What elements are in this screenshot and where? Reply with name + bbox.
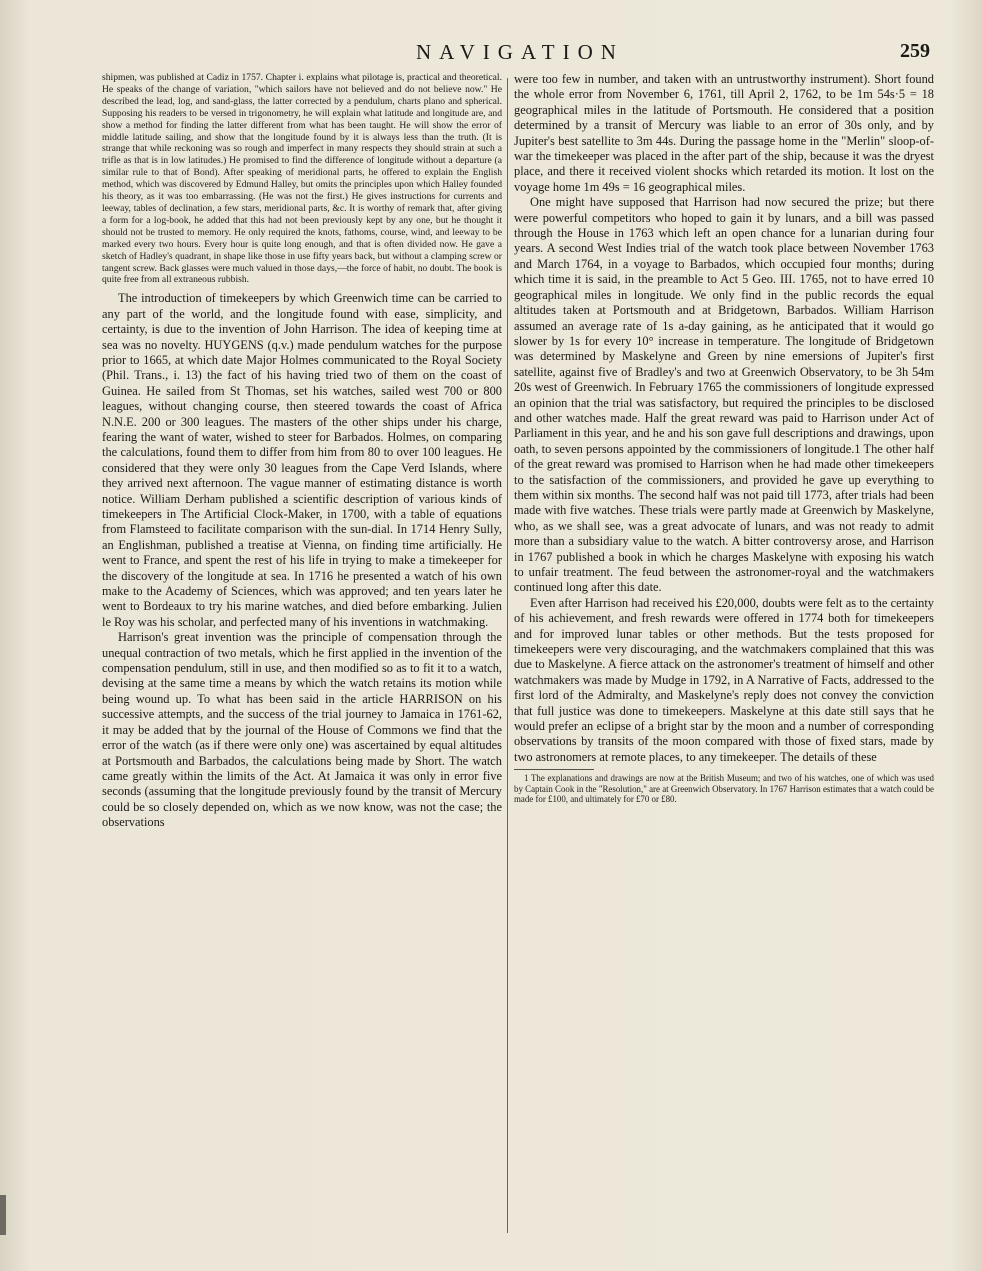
left-column bbox=[102, 72, 502, 831]
binding-edge bbox=[0, 1195, 6, 1235]
small-print-paragraph: shipmen, was published at Cadiz in 1757. Chapter i. explains what pilotage is, practical and theoretical. He speaks of the change of variation, "which sailors have not believed and do not believe now." He described the lead, log, and sand-glass, the latter corrected by a pendulum, charts plano and spherical. Supposing his readers to be versed in trigonometry, he will explain what latitude and longitude are, and show a method for finding the latter different from what has been taught. He will show the error of middle latitude sailing, and show that the longitude found by it is always less than the truth. (It is strange that while reckoning was so rough and imperfect in many respects they should strain at such a trifle as that is in low latitudes.) He promised to find the difference of longitude without a departure (a similar rule to that of Bond). After speaking of meridional parts, he offered to explain the English method, which was discovered by Edmund Halley, but omits the principles upon which Halley founded his theory, as it was too embarrassing. (He was not the first.) He gives instructions for currents and leeway, tables of declination, a few stars, meridional parts, &c. It is worthy of remark that, after giving a form for a log-book, he added that this had not been previously kept by any one, but he thought it should not be trusted to memory. He only required the knots, fathoms, course, wind, and leeway to be marked every two hours. Every hour is quite long enough, and that is often divided now. He gave a sketch of Hadley's quadrant, in shape like those in use fifty years back, but without a clamping screw or tangent screw. Back glasses were much valued in those days,—the force of habit, no doubt. The book is quite free from all extraneous rubbish. bbox=[102, 72, 502, 286]
footnote-rule bbox=[514, 769, 594, 770]
right-column bbox=[514, 72, 934, 805]
body-paragraph-prize: One might have supposed that Harrison had now secured the prize; but there were powerful competitors who hoped to gain it by lunars, and a bill was passed through the House in 1763 which left an open chance for a lunarian during four years. A second West Indies trial of the watch took place between November 1763 and March 1764, in a voyage to Barbados, which occupied four months; during which time it is said, in the preamble to Act 5 Geo. III. 1765, not to have erred 10 geographical miles in longitude. We only find in the public records the equal altitudes taken at Portsmouth and at Bridgetown, Barbados. William Harrison assumed an average rate of 1s a-day gaining, as he anticipated that it would go slower by 1s for every 10° increase in temperature. The longitude of Bridgetown was determined by Maskelyne and Green by nine emersions of Jupiter's first satellite, against five of Bradley's and two at Greenwich Observatory, to be 3h 54m 20s west of Greenwich. In February 1765 the commissioners of longitude expressed an opinion that the trial was satisfactory, but required the principles to be disclosed and other watches made. Half the great reward was paid to Harrison under Act of Parliament in this year, and he and his son gave full descriptions and drawings, upon oath, to seven persons appointed by the commissioners of longitude.1 The other half of the great reward was promised to Harrison when he had made other timekeepers to the satisfaction of the commissioners, and provided he gave up everything to them within six months. The second half was not paid till 1773, after trials had been made with five watches. These trials were partly made at Greenwich by Maskelyne, who, as we shall see, was a great advocate of lunars, and was not ready to admit more than a subsidiary value to the watch. A bitter controversy arose, and Harrison in 1767 published a book in which he charges Maskelyne with exposing his watch to unfair treatment. The feud between the astronomer-royal and the watchmakers continued long after this date. bbox=[514, 195, 934, 595]
page-number: 259 bbox=[900, 40, 930, 62]
body-paragraph-harrison: Harrison's great invention was the principle of compensation through the unequal contraction of two metals, which he first applied in the invention of the compensation pendulum, still in use, and then modified so as to fit it to a watch, devising at the same time a means by which the watch retains its motion while being wound up. To what has been said in the article HARRISON on his successive attempts, and the success of the trial journey to Jamaica in 1761-62, it may be added that by the journal of the House of Commons we find that the error of the watch (as if there were only one) was ascertained by equal altitudes at Portsmouth and Barbados, the calculations being made by Short. The watch came greatly within the limits of the Act. At Jamaica it was only in error five seconds (assuming that the longitude previously found by the transit of Mercury could be so closely depended on, which as we now know, was not the case; the observations bbox=[102, 630, 502, 830]
body-paragraph-continued: were too few in number, and taken with an untrustworthy instrument). Short found the whole error from November 6, 1761, till April 2, 1762, to be 1m 54s·5 = 18 geographical miles in the latitude of Portsmouth. He considered that a position determined by a transit of Mercury was liable to an error of 30s only, and by Jupiter's best satellite to 3m 44s. During the passage home in the "Merlin" sloop-of-war the timekeeper was placed in the after part of the ship, because it was the dryest place, and there it received violent shocks which retarded its motion. It lost on the voyage home 1m 49s = 16 geographical miles. bbox=[514, 72, 934, 194]
column-divider bbox=[507, 78, 508, 1233]
footnote: 1 The explanations and drawings are now at the British Museum; and two of his watches, one of which was used by Captain Cook in the "Resolution," are at Greenwich Observatory. In 1767 Harrison estimates that a watch could be made for £100, and ultimately for £70 or £80. bbox=[514, 773, 934, 805]
page-header bbox=[100, 40, 940, 70]
body-paragraph-reward: Even after Harrison had received his £20,000, doubts were felt as to the certainty of his achievement, and fresh rewards were offered in 1774 both for timekeepers and for improved lunar tables or other methods. But the tests proposed for timekeepers were very discouraging, and the watchmakers complained that this was due to Maskelyne. A fierce attack on the astronomer's treatment of himself and other watchmakers was made by Mudge in 1792, in A Narrative of Facts, addressed to the first lord of the Admiralty, and Maskelyne's reply does not convey the conviction that full justice was done to timekeepers. Maskelyne at this date still says that he would prefer an eclipse of a bright star by the moon and a number of corresponding observations by transits of the moon compared with those of fixed stars, made by two astronomers at remote places, to any timekeeper. The details of these bbox=[514, 595, 934, 764]
body-paragraph-timekeepers: The introduction of timekeepers by which Greenwich time can be carried to any part of the world, and the longitude found with ease, simplicity, and certainty, is due to the invention of John Harrison. The idea of keeping time at sea was no novelty. HUYGENS (q.v.) made pendulum watches for the purpose prior to 1665, at which date Major Holmes communicated to the Royal Society (Phil. Trans., i. 13) the fact of his having tried two of them on the coast of Guinea. He sailed from St Thomas, set his watches, sailed west 700 or 800 leagues, without changing course, then steered towards the coast of Africa N.N.E. 200 or 300 leagues. The masters of the other ships under his charge, fearing the want of water, wished to steer for Barbados. Holmes, on comparing the calculations, found them to differ from him from 80 to over 100 leagues. He considered that they were only 30 leagues from the Cape Verd Islands, where they arrived next afternoon. The vague manner of estimating distance is worth notice. William Derham published a scientific description of various kinds of timekeepers in The Artificial Clock-Maker, in 1700, with a table of equations from Flamsteed to facilitate comparison with the sun-dial. In 1714 Henry Sully, an Englishman, published a treatise at Vienna, on finding time artificially. He went to France, and spent the rest of his life in trying to make a timekeeper for the discovery of the longitude at sea. In 1716 he presented a watch of his own make to the Academy of Sciences, which was approved; and ten years later he went to Bordeaux to try his marine watches, and died before embarking. Julien le Roy was his scholar, and perfected many of his inventions in watchmaking. bbox=[102, 291, 502, 629]
running-title: NAVIGATION bbox=[416, 40, 624, 64]
